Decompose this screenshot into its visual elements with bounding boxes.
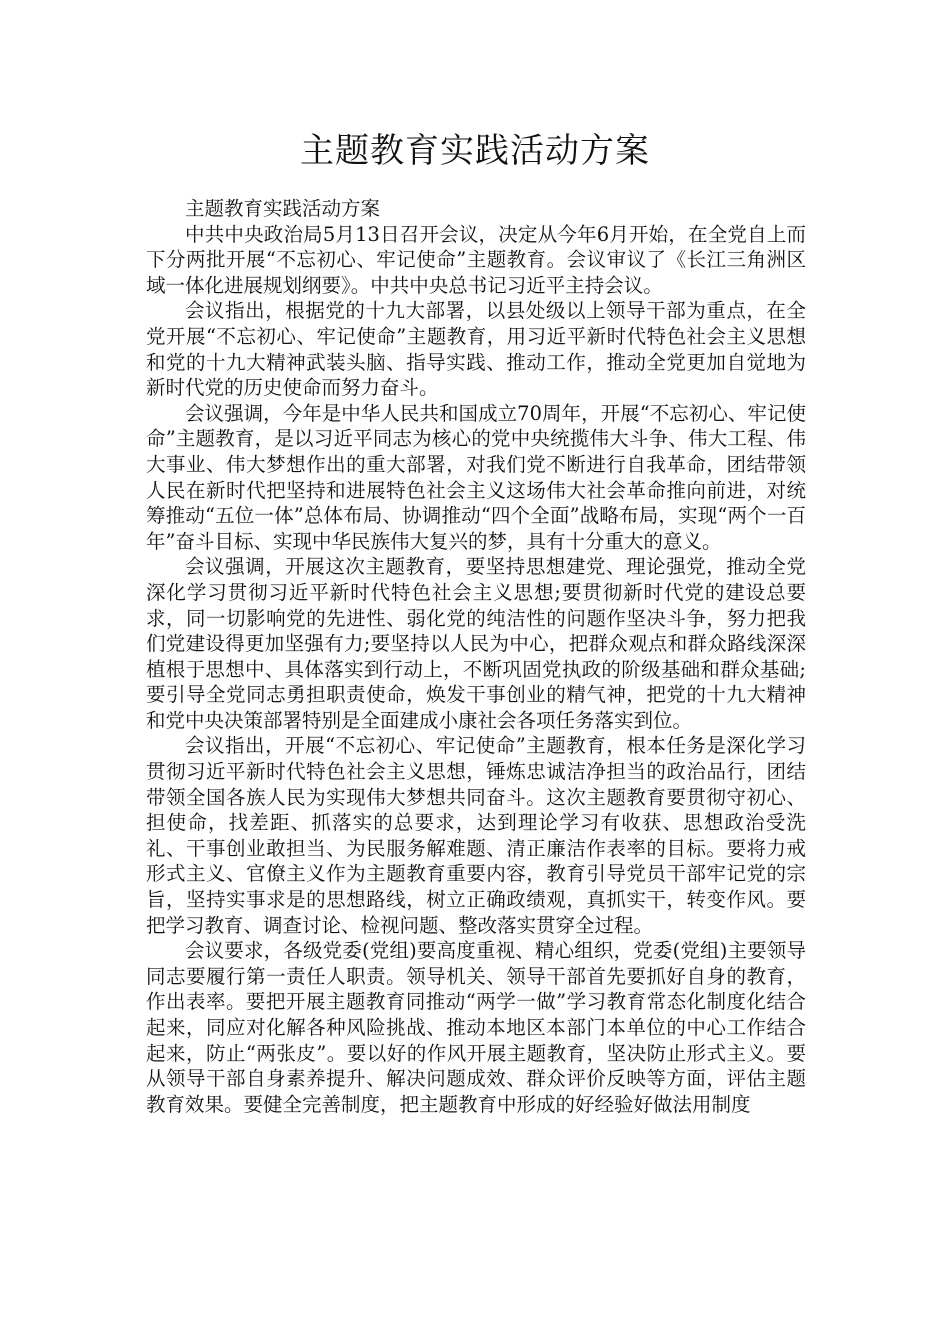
paragraph: 会议强调，今年是中华人民共和国成立70周年，开展“不忘初心、牢记使命”主题教育，是以习近平同志为核心的党中央统揽伟大斗争、伟大工程、伟大事业、伟大梦想作出的重大部署，对我们党不断进行自我革命，团结带领人民在新时代把坚持和进展特色社会主义这场伟大社会革命推向前进，对统筹推动“五位一体”总体布局、协调推动“四个全面”战略布局，实现“两个一百年”奋斗目标、实现中华民族伟大复兴的梦，具有十分重大的意义。 [146, 401, 806, 553]
paragraph: 中共中央政治局5月13日召开会议，决定从今年6月开始，在全党自上而下分两批开展“不忘初心、牢记使命”主题教育。会议审议了《长江三角洲区域一体化进展规划纲要》。中共中央总书记习近平主持会议。 [146, 222, 806, 297]
paragraph: 会议强调，开展这次主题教育，要坚持思想建党、理论强党，推动全党深化学习贯彻习近平新时代特色社会主义思想;要贯彻新时代党的建设总要求，同一切影响党的先进性、弱化党的纯洁性的问题作坚决斗争，努力把我们党建设得更加坚强有力;要坚持以人民为中心，把群众观点和群众路线深深植根于思想中、具体落实到行动上，不断巩固党执政的阶级基础和群众基础;要引导全党同志勇担职责使命，焕发干事创业的精气神，把党的十九大精神和党中央决策部署特别是全面建成小康社会各项任务落实到位。 [146, 555, 806, 732]
paragraph: 会议指出，开展“不忘初心、牢记使命”主题教育，根本任务是深化学习贯彻习近平新时代特色社会主义思想，锤炼忠诚洁净担当的政治品行，团结带领全国各族人民为实现伟大梦想共同奋斗。这次主题教育要贯彻守初心、担使命，找差距、抓落实的总要求，达到理论学习有收获、思想政治受洗礼、干事创业敢担当、为民服务解难题、清正廉洁作表率的目标。要将力戒形式主义、官僚主义作为主题教育重要内容，教育引导党员干部牢记党的宗旨，坚持实事求是的思想路线，树立正确政绩观，真抓实干，转变作风。要把学习教育、调查讨论、检视问题、整改落实贯穿全过程。 [146, 734, 806, 937]
document-body [146, 196, 806, 1117]
paragraph: 会议要求，各级党委(党组)要高度重视、精心组织，党委(党组)主要领导同志要履行第一责任人职责。领导机关、领导干部首先要抓好自身的教育，作出表率。要把开展主题教育同推动“两学一做”学习教育常态化制度化结合起来，同应对化解各种风险挑战、推动本地区本部门本单位的中心工作结合起来，防止“两张皮”。要以好的作风开展主题教育，坚决防止形式主义。要从领导干部自身素养提升、解决问题成效、群众评价反映等方面，评估主题教育效果。要健全完善制度，把主题教育中形成的好经验好做法用制度 [146, 939, 806, 1116]
paragraph: 会议指出，根据党的十九大部署，以县处级以上领导干部为重点，在全党开展“不忘初心、牢记使命”主题教育，用习近平新时代特色社会主义思想和党的十九大精神武装头脑、指导实践、推动工作，推动全党更加自觉地为新时代党的历史使命而努力奋斗。 [146, 299, 806, 400]
paragraph-subtitle: 主题教育实践活动方案 [185, 197, 381, 220]
document-title: 主题教育实践活动方案 [300, 131, 650, 171]
